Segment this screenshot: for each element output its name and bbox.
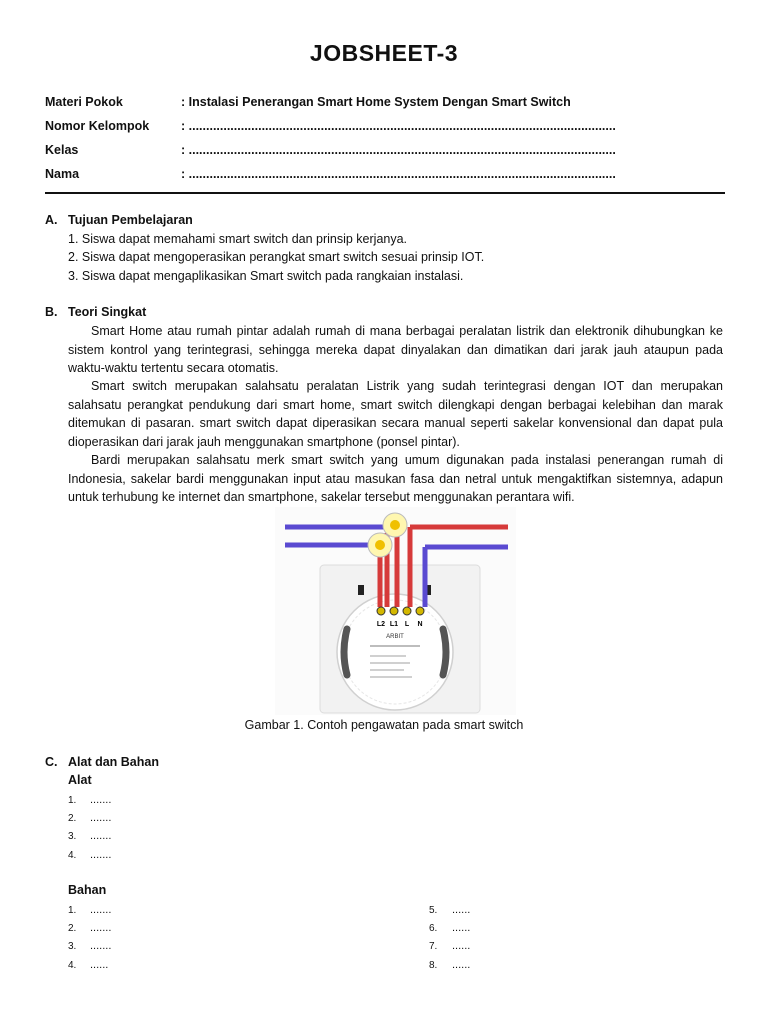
- bahan-number: 3.: [68, 941, 77, 952]
- meta-value: : Instalasi Penerangan Smart Home System Dengan Smart Switch: [181, 95, 571, 109]
- objective-item: 1. Siswa dapat memahami smart switch dan prinsip kerjanya.: [68, 232, 408, 246]
- terminal-n: [416, 607, 424, 615]
- module-text-line: [370, 655, 406, 657]
- terminal-l2: [377, 607, 385, 615]
- meta-value: : ...........................................................................................................................: [181, 143, 616, 157]
- alat-heading: Alat: [68, 773, 92, 787]
- meta-label: Nama: [45, 167, 80, 181]
- objective-item: 2. Siswa dapat mengoperasikan perangkat smart switch sesuai prinsip IOT.: [68, 250, 485, 264]
- section-b-letter: B.: [45, 305, 58, 319]
- bahan-number: 4.: [68, 960, 77, 971]
- terminal-l: [403, 607, 411, 615]
- bahan-number: 8.: [429, 960, 438, 971]
- meta-value: : ...........................................................................................................................: [181, 167, 616, 181]
- left-clip: [344, 629, 347, 675]
- header-divider: [45, 192, 725, 194]
- module-text-line: [370, 669, 404, 671]
- module-brand: ARBIT: [386, 634, 404, 640]
- meta-label: Materi Pokok: [45, 95, 123, 109]
- meta-label: Kelas: [45, 143, 79, 157]
- bahan-number: 6.: [429, 923, 438, 934]
- theory-paragraph: Smart switch merupakan salahsatu peralatan Listrik yang sudah terintegrasi dengan IOT dan merupakan salahsatu perangkat pendukung dari smart home, smart switch dilengkapi dengan berbagai kelebihan dan marak ditemukan di pasaran. smart switch dapat diperasikan secara manual seperti sakelar konvensional dan dapat pula dioperasikan dari jarak jauh menggunakan smartphone (ponsel pintar).: [68, 379, 723, 449]
- bahan-number: 7.: [429, 941, 438, 952]
- terminal-l1: [390, 607, 398, 615]
- section-a-title: Tujuan Pembelajaran: [68, 213, 193, 227]
- theory-paragraph: Bardi merupakan salahsatu merk smart switch yang umum digunakan pada instalasi penerangan rumah di Indonesia, sakelar bardi menggunakan input atau masukan fasa dan netral untuk mengaktifkan sistemnya, adapun untuk terhubung ke internet dan smartphone, sakelar tersebut menggunakan perantara wifi.: [68, 453, 723, 504]
- section-c-letter: C.: [45, 755, 58, 769]
- section-c-title: Alat dan Bahan: [68, 755, 159, 769]
- module-text-line: [370, 662, 410, 664]
- figure-caption: Gambar 1. Contoh pengawatan pada smart switch: [244, 718, 524, 732]
- right-clip: [443, 629, 446, 675]
- alat-number: 2.: [68, 813, 77, 824]
- bahan-value: .......: [90, 904, 112, 916]
- terminal-label: L2: [376, 621, 386, 628]
- alat-value: .......: [90, 849, 112, 861]
- page-title: JOBSHEET-3: [309, 40, 459, 66]
- bahan-number: 2.: [68, 923, 77, 934]
- bahan-value: ......: [452, 922, 471, 934]
- bahan-value: ......: [452, 959, 471, 971]
- alat-value: .......: [90, 812, 112, 824]
- terminal-label: N: [417, 621, 423, 628]
- bahan-value: ......: [90, 959, 109, 971]
- lamp-1-filament: [390, 520, 400, 530]
- module-text-line: [370, 676, 412, 678]
- wiring-figure: [275, 507, 516, 715]
- bahan-number: 1.: [68, 905, 77, 916]
- bahan-value: .......: [90, 922, 112, 934]
- smart-switch-wiring-illustration: [275, 507, 516, 715]
- alat-number: 3.: [68, 831, 77, 842]
- bahan-number: 5.: [429, 905, 438, 916]
- objective-item: 3. Siswa dapat mengaplikasikan Smart switch pada rangkaian instalasi.: [68, 269, 464, 283]
- alat-value: .......: [90, 830, 112, 842]
- meta-label: Nomor Kelompok: [45, 119, 150, 133]
- alat-value: .......: [90, 794, 112, 806]
- alat-number: 4.: [68, 850, 77, 861]
- bahan-value: ......: [452, 904, 471, 916]
- alat-number: 1.: [68, 795, 77, 806]
- mount-slot: [358, 585, 364, 595]
- section-a-letter: A.: [45, 213, 58, 227]
- section-b-title: Teori Singkat: [68, 305, 147, 319]
- meta-value: : ...........................................................................................................................: [181, 119, 616, 133]
- lamp-2-filament: [375, 540, 385, 550]
- module-text-line: [370, 645, 420, 647]
- theory-paragraph: Smart Home atau rumah pintar adalah rumah di mana berbagai peralatan listrik dan elektronik dihubungkan ke sistem kontrol yang terintegrasi, sehingga mereka dapat dinyalakan dan dimatikan dari jarak jauh ataupun pada waktu-waktu tertentu secara otomatis.: [68, 324, 723, 375]
- terminal-label: L: [404, 621, 410, 628]
- bahan-value: .......: [90, 940, 112, 952]
- bahan-heading: Bahan: [68, 883, 107, 897]
- bahan-value: ......: [452, 940, 471, 952]
- terminal-label: L1: [389, 621, 399, 628]
